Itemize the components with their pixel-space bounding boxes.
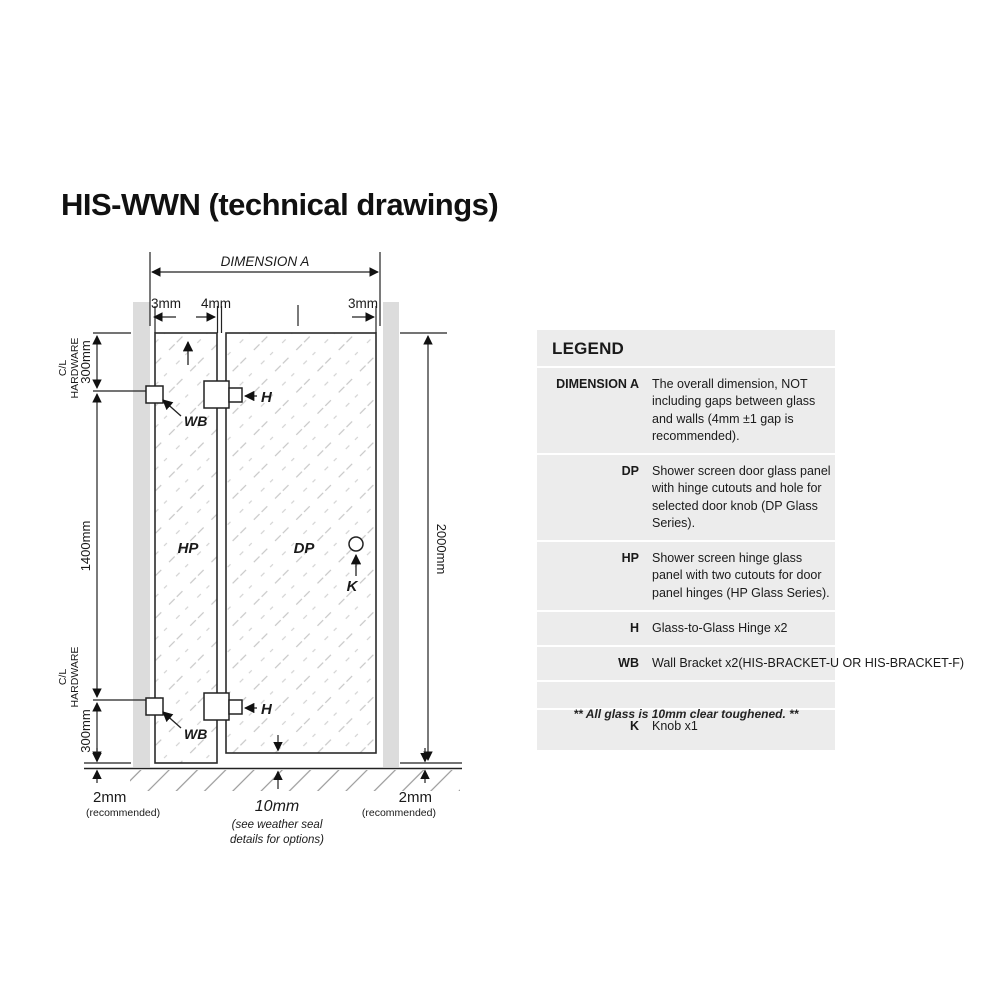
dim-300-top: 300mm xyxy=(78,340,93,384)
dim-300-bottom: 300mm xyxy=(78,709,93,753)
legend-title: LEGEND xyxy=(537,330,835,368)
legend-definition xyxy=(639,682,835,708)
legend-definition: Knob x1 xyxy=(652,719,698,734)
legend-definition: The overall dimension, NOT including gaps between glass and walls (4mm ±1 gap is recommended). xyxy=(652,377,816,443)
dim-2000: 2000mm xyxy=(434,523,449,575)
legend-row-h xyxy=(537,612,835,647)
legend-term: DP xyxy=(621,464,639,478)
legend-definition: Wall Bracket x2(HIS-BRACKET-U OR HIS-BRACKET-F) xyxy=(652,656,965,670)
legend-definition: Glass-to-Glass Hinge x2 xyxy=(652,620,788,635)
page-title: HIS-WWN (technical drawings) xyxy=(61,187,499,222)
legend-definition: Shower screen hinge glass panel with two cutouts for door panel hinges (HP Glass Series). xyxy=(652,551,830,600)
legend-row-hp xyxy=(537,542,835,612)
gap-left-label: 3mm xyxy=(151,296,181,311)
hardware-label-top: HARDWARE xyxy=(69,337,81,399)
k-label: K xyxy=(346,578,358,595)
legend-term: HP xyxy=(621,551,639,565)
dp-panel-label: DP xyxy=(293,540,315,557)
cl-label-bottom: C/L xyxy=(57,668,69,686)
legend-term: H xyxy=(629,620,639,635)
legend-row-dimension-a xyxy=(537,368,835,455)
gap-2mm-right: 2mm xyxy=(398,789,432,806)
legend-term xyxy=(537,682,639,708)
hp-panel-label: HP xyxy=(177,540,199,557)
gap-right-label: 3mm xyxy=(348,296,378,311)
seal-note-line2: details for options) xyxy=(230,834,324,846)
wb-label-bottom: WB xyxy=(184,726,208,742)
dimension-a-label: DIMENSION A xyxy=(220,254,310,269)
seal-note-line1: (see weather seal xyxy=(231,819,323,831)
gap-2mm-left: 2mm xyxy=(93,789,127,806)
top-gap-lines xyxy=(154,305,376,333)
h-label-top: H xyxy=(261,389,272,406)
gap-2mm-right-note: (recommended) xyxy=(361,807,436,819)
legend-definition: Shower screen door glass panel with hinge cutouts and hole for selected door knob (DP Glass Series). xyxy=(652,464,831,530)
legend-row-dp xyxy=(537,455,835,542)
dim-1400: 1400mm xyxy=(78,520,93,572)
legend-footnote: ** All glass is 10mm clear toughened. ** xyxy=(573,707,799,721)
legend-term: K xyxy=(629,719,639,734)
wall-right xyxy=(383,302,399,767)
legend-term: DIMENSION A xyxy=(556,377,639,391)
gap-2mm-left-note: (recommended) xyxy=(86,807,161,819)
h-label-bottom: H xyxy=(261,701,272,718)
legend-term: WB xyxy=(618,656,639,670)
legend-panel xyxy=(537,330,965,750)
wb-label-top: WB xyxy=(184,413,208,429)
hardware-label-bottom: HARDWARE xyxy=(69,646,81,708)
cl-label-top: C/L xyxy=(57,359,69,377)
seal-gap-label: 10mm xyxy=(254,798,300,815)
gap-middle-label: 4mm xyxy=(201,296,231,311)
floor xyxy=(84,763,462,791)
legend-row-wb xyxy=(537,647,965,682)
